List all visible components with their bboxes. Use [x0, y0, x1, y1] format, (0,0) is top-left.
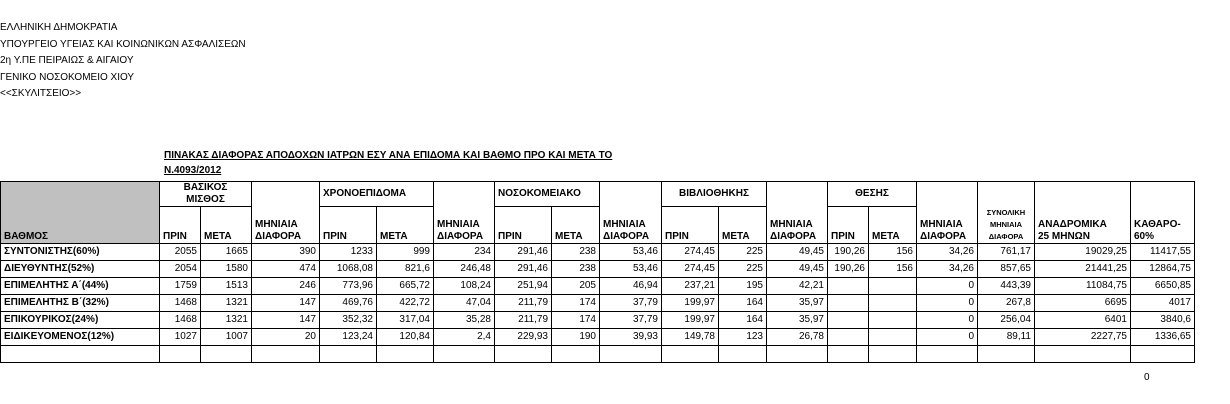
value-cell: 123	[719, 328, 767, 345]
value-cell: 229,93	[495, 328, 552, 345]
value-cell: 1321	[201, 294, 252, 311]
salary-difference-table	[0, 181, 1195, 363]
value-cell: 0	[917, 311, 978, 328]
grade-cell: ΕΠΙΜΕΛΗΤΗΣ Α΄(44%)	[1, 277, 160, 294]
before-header: ΠΡΙΝ	[160, 207, 201, 244]
value-cell: 234	[434, 243, 495, 260]
header-line: ΥΠΟΥΡΓΕΙΟ ΥΓΕΙΑΣ ΚΑΙ ΚΟΙΝΩΝΙΚΩΝ ΑΣΦΑΛΙΣΕΩΝ	[0, 38, 246, 50]
value-cell: 443,39	[978, 277, 1035, 294]
value-cell: 19029,25	[1035, 243, 1131, 260]
value-cell: 0	[917, 328, 978, 345]
value-cell: 34,26	[917, 260, 978, 277]
value-cell: 156	[869, 260, 917, 277]
value-cell: 821,6	[377, 260, 434, 277]
value-cell: 1233	[320, 243, 377, 260]
value-cell: 665,72	[377, 277, 434, 294]
empty-row	[1, 345, 1195, 362]
value-cell: 238	[552, 243, 600, 260]
value-cell: 11417,55	[1131, 243, 1195, 260]
value-cell: 1468	[160, 294, 201, 311]
value-cell: 35,97	[767, 311, 828, 328]
value-cell: 469,76	[320, 294, 377, 311]
value-cell: 1068,08	[320, 260, 377, 277]
value-cell: 1759	[160, 277, 201, 294]
value-cell	[869, 294, 917, 311]
value-cell: 190,26	[828, 243, 869, 260]
value-cell: 1468	[160, 311, 201, 328]
value-cell: 6695	[1035, 294, 1131, 311]
value-cell: 46,94	[600, 277, 662, 294]
value-cell: 238	[552, 260, 600, 277]
table-row	[1, 277, 1195, 294]
value-cell: 422,72	[377, 294, 434, 311]
monthly-diff-header: ΜΗΝΙΑΙΑ ΔΙΑΦΟΡΑ	[767, 207, 828, 244]
total-monthly-diff-header: ΣΥΝΟΛΙΚΗ ΜΗΝΙΑΙΑ ΔΙΑΦΟΡΑ	[978, 207, 1035, 244]
header-line: <<ΣΚΥΛΙΤΣΕΙΟ>>	[0, 88, 82, 99]
grade-cell: ΔΙΕΥΘΥΝΤΗΣ(52%)	[1, 260, 160, 277]
library-allowance-header: ΒΙΒΛΙΟΘΗΚΗΣ	[662, 182, 767, 207]
value-cell: 291,46	[495, 260, 552, 277]
header-row	[1, 182, 1195, 207]
value-cell: 35,97	[767, 294, 828, 311]
value-cell: 246,48	[434, 260, 495, 277]
value-cell: 2054	[160, 260, 201, 277]
footer-value: 0	[1144, 372, 1150, 383]
basic-salary-header: ΒΑΣΙΚΟΣ ΜΙΣΘΟΣ	[160, 182, 252, 207]
value-cell: 1027	[160, 328, 201, 345]
value-cell: 195	[719, 277, 767, 294]
after-header: ΜΕΤΑ	[719, 207, 767, 244]
value-cell: 53,46	[600, 260, 662, 277]
after-header: ΜΕΤΑ	[552, 207, 600, 244]
value-cell: 164	[719, 311, 767, 328]
grade-cell: ΕΠΙΚΟΥΡΙΚΟΣ(24%)	[1, 311, 160, 328]
value-cell: 147	[252, 311, 320, 328]
value-cell: 390	[252, 243, 320, 260]
value-cell: 199,97	[662, 311, 719, 328]
net-header: ΚΑΘΑΡΟ- 60%	[1131, 207, 1195, 244]
before-header: ΠΡΙΝ	[662, 207, 719, 244]
value-cell	[828, 277, 869, 294]
monthly-diff-header: ΜΗΝΙΑΙΑ ΔΙΑΦΟΡΑ	[917, 207, 978, 244]
value-cell: 42,21	[767, 277, 828, 294]
value-cell: 474	[252, 260, 320, 277]
value-cell: 225	[719, 243, 767, 260]
value-cell: 1665	[201, 243, 252, 260]
value-cell	[869, 328, 917, 345]
subheader-row	[1, 207, 1195, 244]
value-cell: 291,46	[495, 243, 552, 260]
document-header	[0, 20, 246, 103]
value-cell: 123,24	[320, 328, 377, 345]
time-allowance-header: ΧΡΟΝΟΕΠΙΔΟΜΑ	[320, 182, 434, 207]
value-cell: 2227,75	[1035, 328, 1131, 345]
before-header: ΠΡΙΝ	[828, 207, 869, 244]
value-cell: 35,28	[434, 311, 495, 328]
monthly-diff-header: ΜΗΝΙΑΙΑ ΔΙΑΦΟΡΑ	[434, 207, 495, 244]
value-cell: 0	[917, 294, 978, 311]
table-row	[1, 243, 1195, 260]
value-cell: 174	[552, 294, 600, 311]
value-cell: 267,8	[978, 294, 1035, 311]
value-cell: 237,21	[662, 277, 719, 294]
value-cell: 2,4	[434, 328, 495, 345]
value-cell: 6401	[1035, 311, 1131, 328]
grade-cell: ΕΠΙΜΕΛΗΤΗΣ Β΄(32%)	[1, 294, 160, 311]
value-cell	[869, 277, 917, 294]
value-cell: 120,84	[377, 328, 434, 345]
value-cell: 274,45	[662, 260, 719, 277]
after-header: ΜΕΤΑ	[377, 207, 434, 244]
value-cell: 108,24	[434, 277, 495, 294]
monthly-diff-header: ΜΗΝΙΑΙΑ ΔΙΑΦΟΡΑ	[252, 207, 320, 244]
value-cell: 26,78	[767, 328, 828, 345]
value-cell: 857,65	[978, 260, 1035, 277]
table-title-line: Ν.4093/2012	[164, 165, 222, 176]
value-cell: 37,79	[600, 311, 662, 328]
value-cell: 47,04	[434, 294, 495, 311]
value-cell: 211,79	[495, 311, 552, 328]
table-row	[1, 328, 1195, 345]
value-cell: 34,26	[917, 243, 978, 260]
value-cell: 11084,75	[1035, 277, 1131, 294]
grade-cell: ΣΥΝΤΟΝΙΣΤΗΣ(60%)	[1, 243, 160, 260]
value-cell: 2055	[160, 243, 201, 260]
value-cell: 147	[252, 294, 320, 311]
value-cell: 89,11	[978, 328, 1035, 345]
before-header: ΠΡΙΝ	[495, 207, 552, 244]
value-cell: 317,04	[377, 311, 434, 328]
value-cell: 149,78	[662, 328, 719, 345]
before-header: ΠΡΙΝ	[320, 207, 377, 244]
value-cell: 1513	[201, 277, 252, 294]
value-cell: 1007	[201, 328, 252, 345]
value-cell	[828, 311, 869, 328]
value-cell: 174	[552, 311, 600, 328]
value-cell: 4017	[1131, 294, 1195, 311]
value-cell: 20	[252, 328, 320, 345]
value-cell: 3840,6	[1131, 311, 1195, 328]
value-cell	[869, 311, 917, 328]
value-cell: 199,97	[662, 294, 719, 311]
value-cell: 6650,85	[1131, 277, 1195, 294]
value-cell: 225	[719, 260, 767, 277]
value-cell: 37,79	[600, 294, 662, 311]
value-cell: 21441,25	[1035, 260, 1131, 277]
value-cell: 164	[719, 294, 767, 311]
value-cell: 1580	[201, 260, 252, 277]
value-cell: 49,45	[767, 260, 828, 277]
after-header: ΜΕΤΑ	[201, 207, 252, 244]
table-title-line: ΠΙΝΑΚΑΣ ΔΙΑΦΟΡΑΣ ΑΠΟΔΟΧΩΝ ΙΑΤΡΩΝ ΕΣΥ ΑΝΑ ΕΠΙΔΟΜΑ ΚΑΙ ΒΑΘΜΟ ΠΡΟ ΚΑΙ ΜΕΤΑ ΤΟ	[164, 150, 613, 161]
value-cell: 211,79	[495, 294, 552, 311]
table-row	[1, 294, 1195, 311]
value-cell: 1336,65	[1131, 328, 1195, 345]
header-line: 2η Υ.ΠΕ ΠΕΙΡΑΙΩΣ & ΑΙΓΑΙΟΥ	[0, 55, 134, 66]
value-cell: 190	[552, 328, 600, 345]
value-cell: 274,45	[662, 243, 719, 260]
header-line: ΕΛΛΗΝΙΚΗ ΔΗΜΟΚΡΑΤΙΑ	[0, 22, 118, 33]
position-allowance-header: ΘΕΣΗΣ	[828, 182, 917, 207]
grade-header: ΒΑΘΜΟΣ	[1, 207, 160, 244]
value-cell: 190,26	[828, 260, 869, 277]
arrears-header: ΑΝΑΔΡΟΜΙΚΑ 25 ΜΗΝΩΝ	[1035, 207, 1131, 244]
value-cell: 205	[552, 277, 600, 294]
hospital-allowance-header: ΝΟΣΟΚΟΜΕΙΑΚΟ	[495, 182, 600, 207]
table-title	[164, 148, 612, 178]
value-cell: 53,46	[600, 243, 662, 260]
value-cell: 352,32	[320, 311, 377, 328]
value-cell: 761,17	[978, 243, 1035, 260]
value-cell: 773,96	[320, 277, 377, 294]
value-cell: 251,94	[495, 277, 552, 294]
after-header: ΜΕΤΑ	[869, 207, 917, 244]
table-row	[1, 260, 1195, 277]
value-cell	[828, 328, 869, 345]
table-row	[1, 311, 1195, 328]
value-cell: 999	[377, 243, 434, 260]
value-cell: 156	[869, 243, 917, 260]
value-cell: 1321	[201, 311, 252, 328]
monthly-diff-header: ΜΗΝΙΑΙΑ ΔΙΑΦΟΡΑ	[600, 207, 662, 244]
header-line: ΓΕΝΙΚΟ ΝΟΣΟΚΟΜΕΙΟ ΧΙΟΥ	[0, 71, 135, 83]
value-cell: 39,93	[600, 328, 662, 345]
value-cell: 246	[252, 277, 320, 294]
value-cell: 256,04	[978, 311, 1035, 328]
value-cell: 0	[917, 277, 978, 294]
value-cell: 49,45	[767, 243, 828, 260]
value-cell	[828, 294, 869, 311]
grade-cell: ΕΙΔΙΚΕΥΟΜΕΝΟΣ(12%)	[1, 328, 160, 345]
value-cell: 12864,75	[1131, 260, 1195, 277]
